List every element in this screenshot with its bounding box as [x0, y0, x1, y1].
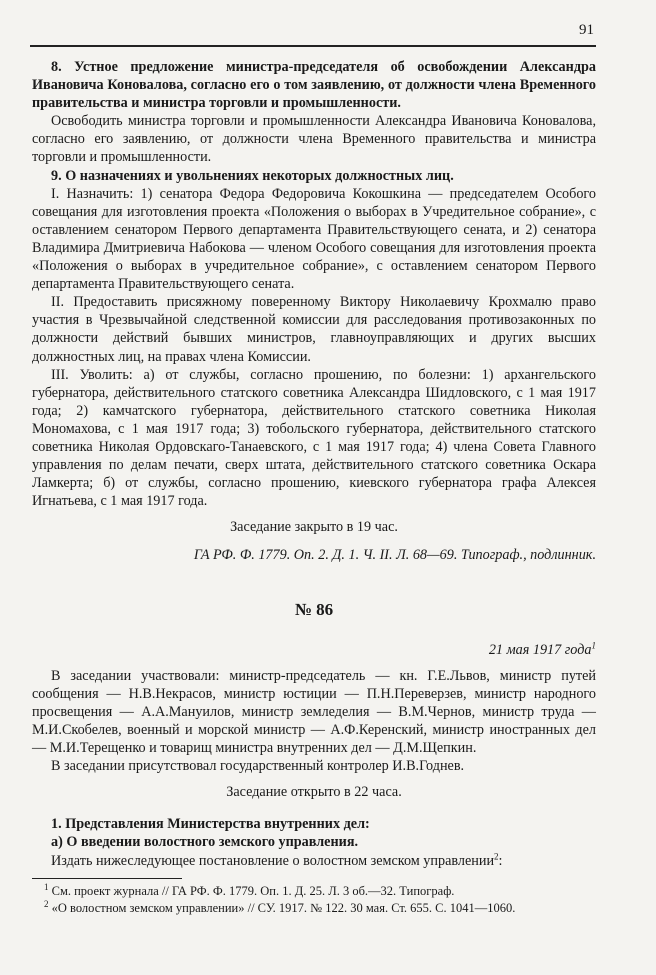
footnote-rule — [32, 878, 182, 879]
footnote-1-mark: 1 — [44, 881, 49, 892]
item-1-text — [32, 852, 596, 870]
footnote-2-text: «О волостном земском управлении» // СУ. 1917. № 122. 30 мая. Ст. 655. С. 1041—1060. — [51, 900, 516, 915]
footnote-1-text: См. проект журнала // ГА РФ. Ф. 1779. Оп. 1. Д. 25. Л. 3 об.—32. Типограф. — [51, 883, 455, 898]
section-8-heading: 8. Устное предложение министра-председателя об освобождении Александра Ивановича Коновалова, согласно его о том заявлению, от должности члена Временного правительства и министра торговли и промышленности. — [32, 59, 596, 112]
header-rule — [30, 45, 596, 47]
session-closed: Заседание закрыто в 19 час. — [230, 519, 398, 536]
item-1-heading: 1. Представления Министерства внутренних дел: — [51, 816, 370, 833]
archive-reference: ГА РФ. Ф. 1779. Оп. 2. Д. 1. Ч. II. Л. 68—69. Типограф., подлинник. — [193, 547, 596, 564]
present: В заседании присутствовал государственный контролер И.В.Годнев. — [51, 758, 465, 775]
section-9-paragraph-3: III. Уволить: а) от службы, согласно прошению, по болезни: 1) архангельского губернатора, действительного статского советника Александра Шидловского, с 1 мая 1917 года; 2) камчатского губернатора, действительного статского советника Николая Мономахова, с 1 мая 1917 года; 3) тобольского губернатора, действительного статского советника Николая Ордовскаго-Танаевского, с 1 мая 1917 года; 4) члена Совета Главного управления по делам печати, сверх штата, действительного статского советника Оскара Ламкерта; б) от службы, согласно прошению, киевского губернатора графа Алексея Игнатьева, с 1 мая 1917 года. — [32, 366, 596, 510]
page-number: 91 — [579, 22, 594, 38]
section-9-paragraph-1: I. Назначить: 1) сенатора Федора Федоровича Кокошкина — председателем Особого совещания для изготовления проекта «Положения о выборах в Учредительное собрание», с оставлением сенатором Первого департамента Правительствующего сената, и 2) сенатора Владимира Дмитриевича Набокова — членом Особого совещания для изготовления проекта «Положения о выборах в учредительное собрание», с оставлением сенатором Первого департамента Правительствующего сената. — [32, 185, 596, 293]
section-8-text: Освободить министра торговли и промышленности Александра Ивановича Коновалова, согласно его заявлению, от должности члена Временного правительства и министра торговли и промышленности. — [32, 113, 596, 166]
page-body — [32, 58, 596, 917]
item-1-colon: : — [498, 852, 503, 869]
document-date — [32, 641, 596, 659]
section-9-paragraph-2: II. Предоставить присяжному поверенному Виктору Николаевичу Крохмалю право участия в Чрезвычайной следственной комиссии для расследования противозаконных по должности действий бывших министров, главноуправляющих и других высших должностных лиц, на правах члена Комиссии. — [32, 294, 596, 365]
document-number: № 86 — [294, 599, 334, 619]
footnote-ref-1: 1 — [591, 639, 596, 650]
item-1-text-body: Издать нижеследующее постановление о волостном земском управлении — [51, 852, 495, 869]
session-opened: Заседание открыто в 22 часа. — [226, 784, 402, 801]
item-1-subheading: а) О введении волостного земского управления. — [51, 834, 359, 851]
footnote-1 — [32, 883, 596, 900]
footnote-2 — [32, 900, 596, 917]
footnote-2-mark: 2 — [44, 898, 49, 909]
section-9-heading: 9. О назначениях и увольнениях некоторых должностных лиц. — [51, 167, 454, 184]
footnote-ref-2: 2 — [494, 850, 499, 861]
participants: В заседании участвовали: министр-председатель — кн. Г.Е.Львов, министр путей сообщения — Н.В.Некрасов, министр юстиции — П.Н.Переверзев, министр народного просвещения — А.А.Мануилов, министр земледелия — В.М.Чернов, министр труда — М.И.Скобелев, военный и морской министр — А.Ф.Керенский, министр иностранных дел — М.И.Терещенко и товарищ министра внутренних дел — Д.М.Щепкин. — [32, 667, 596, 757]
document-date-text: 21 мая 1917 года — [488, 641, 592, 658]
